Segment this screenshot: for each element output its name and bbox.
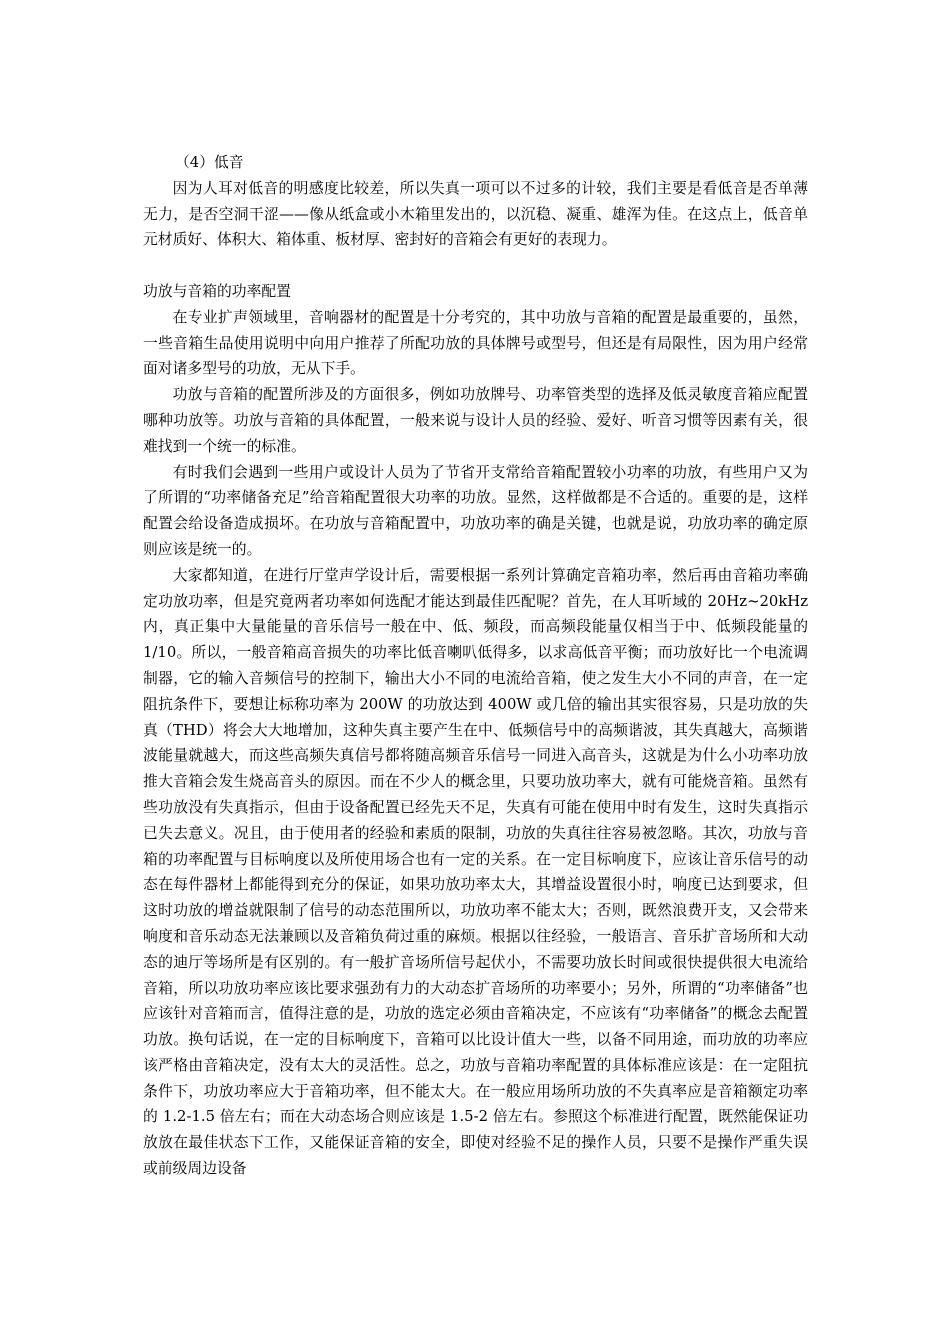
body-paragraph: 在专业扩声领域里，音响器材的配置是十分考究的，其中功放与音箱的配置是最重要的，虽然，一些音箱生品使用说明中向用户推荐了所配功放的具体牌号或型号，但还是有局限性，因为用户经常面对诸多型号的功放，无从下手。 [143,308,808,378]
bass-paragraph: 因为人耳对低音的明感度比较差，所以失真一项可以不过多的计较，我们主要是看低音是否单薄无力，是否空洞干涩——像从纸盒或小木箱里发出的，以沉稳、凝重、雄浑为佳。在这点上，低音单元材质好、体积大、箱体重、板材厚、密封好的音箱会有更好的表现力。 [143,179,808,249]
paragraph-spacer [143,253,808,279]
body-paragraph: 大家都知道，在进行厅堂声学设计后，需要根据一系列计算确定音箱功率，然后再由音箱功率确定功放功率，但是究竟两者功率如何选配才能达到最佳匹配呢？首先，在人耳听域的 20Hz~20kHz 内，真正集中大量能量的音乐信号一般在中、低、频段，而高频段能量仅相当于中、低频段能量的 1/10。所以，一般音箱高音损失的功率比低音喇叭低得多，以求高低音平衡；而功放好比一个电流调制器，它的输入音频信号的控制下，输出大小不同的电流给音箱，使之发生大小不同的声音，在一定阻抗条件下，要想让标称功率为 200W 的功放达到 400W 或几倍的输出其实很容易，只是功放的失真（THD）将会大大地增加，这种失真主要产生在中、低频信号中的高频谐波，其失真越大，高频谐波能量就越大，而这些高频失真信号都将随高频音乐信号一同进入高音头，这就是为什么小功率功放推大音箱会发生烧高音头的原因。而在不少人的概念里，只要功放功率大，就有可能烧音箱。虽然有些功放没有失真指示，但由于设备配置已经先天不足，失真有可能在使用中时有发生，这时失真指示已失去意义。况且，由于使用者的经验和素质的限制，功放的失真往往容易被忽略。其次，功放与音箱的功率配置与目标响度以及所使用场合也有一定的关系。在一定目标响度下，应该让音乐信号的动态在每件器材上都能得到充分的保证，如果功放功率太大，其增益设置很小时，响度已达到要求，但这时功放的增益就限制了信号的动态范围所以，功放功率不能太大；否则，既然浪费开支，又会带来响度和音乐动态无法兼顾以及音箱负荷过重的麻烦。根据以往经验，一般语言、音乐扩音场所和大动态的迪厅等场所是有区别的。有一般扩音场所信号起伏小，不需要功放长时间或很快提供很大电流给音箱，所以功放功率应该比要求强劲有力的大动态扩音场所的功率要小；另外，所谓的“功率储备”也应该针对音箱而言，值得注意的是，功放的选定必须由音箱决定，不应该有“功率储备”的概念去配置功放。换句话说，在一定的目标响度下，音箱可以比设计值大一些，以备不同用途，而功放的功率应该严格由音箱决定，没有太大的灵活性。总之，功放与音箱功率配置的具体标准应该是：在一定阻抗条件下，功放功率应大于音箱功率，但不能太大。在一般应用场所功放的不失真率应是音箱额定功率的 1.2-1.5 倍左右；而在大动态场合则应该是 1.5-2 倍左右。参照这个标准进行配置，既然能保证功放放在最佳状态下工作，又能保证音箱的安全，即使对经验不足的操作人员，只要不是操作严重失误或前级周边设备 [143,566,808,1178]
document-body [143,150,808,1182]
body-paragraph: 功放与音箱的配置所涉及的方面很多，例如功放牌号、功率管类型的选择及低灵敏度音箱应配置哪种功放等。功放与音箱的具体配置，一般来说与设计人员的经验、爱好、听音习惯等因素有关，很难找到一个统一的标准。 [143,386,808,455]
body-paragraph: 有时我们会遇到一些用户或设计人员为了节省开支常给音箱配置较小功率的功放，有些用户又为了所谓的“功率储备充足”给音箱配置很大功率的功放。显然，这样做都是不合适的。重要的是，这样配置会给设备造成损坏。在功放与音箱配置中，功放功率的确是关键，也就是说，功放功率的确定原则应该是统一的。 [143,463,808,558]
section-title: 功放与音箱的功率配置 [143,282,291,300]
subsection-heading: （4）低音 [175,154,244,171]
